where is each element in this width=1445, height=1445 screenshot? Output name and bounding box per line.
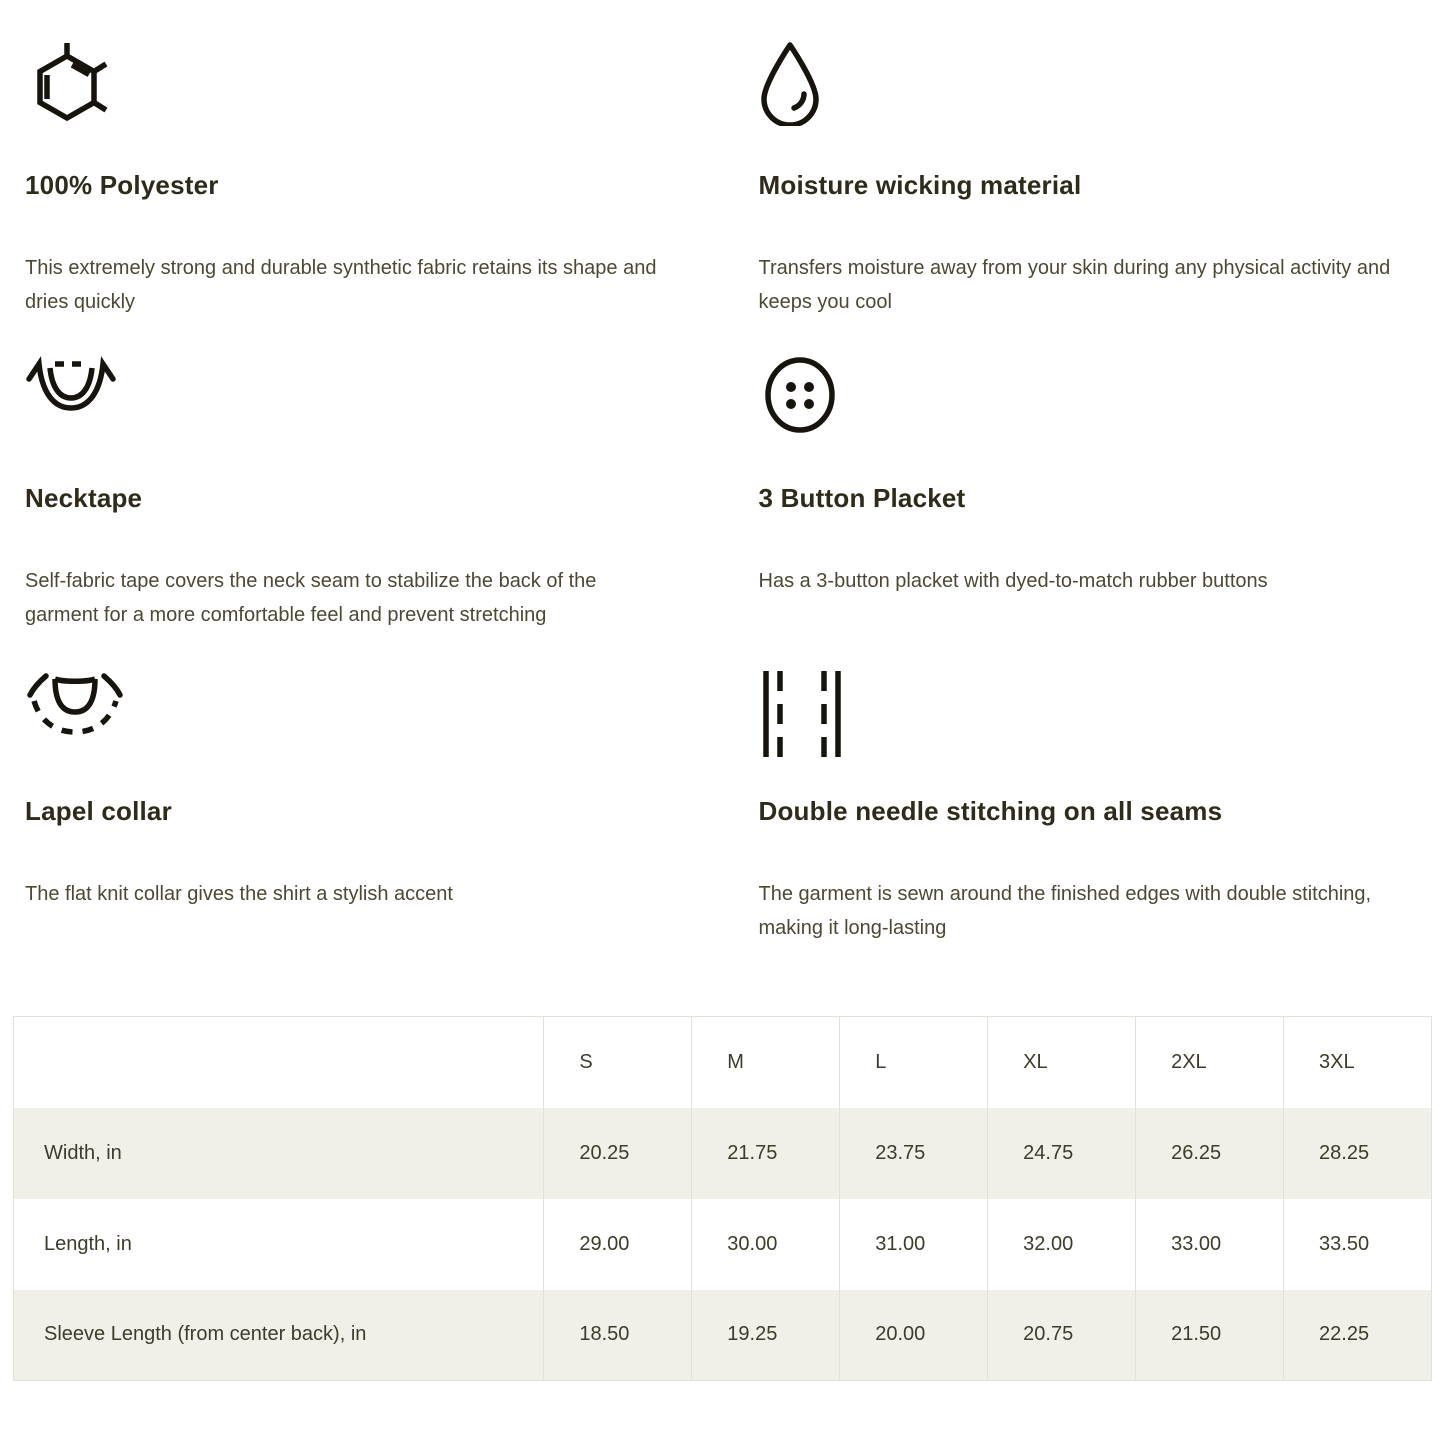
size-col-header: 2XL xyxy=(1136,1017,1284,1108)
feature-block-placket xyxy=(759,355,1408,632)
size-cell: 29.00 xyxy=(544,1199,692,1290)
feature-description: Self-fabric tape covers the neck seam to stabilize the back of the garment for a more comfortable feel and prevent stretching xyxy=(25,570,597,626)
size-cell: 33.00 xyxy=(1136,1199,1284,1290)
size-cell: 24.75 xyxy=(988,1108,1136,1199)
size-col-header: S xyxy=(544,1017,692,1108)
size-cell: 23.75 xyxy=(840,1108,988,1199)
necktape-collar-icon xyxy=(25,355,117,419)
size-guide-section xyxy=(13,1016,1432,1381)
table-row-sleeve-length xyxy=(14,1290,1432,1381)
size-cell: 20.75 xyxy=(988,1290,1136,1381)
size-table-header-row xyxy=(14,1017,1432,1108)
size-cell: 21.50 xyxy=(1136,1290,1284,1381)
size-cell: 21.75 xyxy=(692,1108,840,1199)
size-cell: 32.00 xyxy=(988,1199,1136,1290)
feature-block-lapel xyxy=(25,668,674,945)
feature-title: Necktape xyxy=(25,483,143,513)
feature-description: Has a 3-button placket with dyed-to-match rubber buttons xyxy=(758,570,1268,592)
feature-description: The flat knit collar gives the shirt a stylish accent xyxy=(25,883,453,905)
feature-description: The garment is sewn around the finished edges with double stitching, making it long-lasting xyxy=(758,883,1372,939)
size-row-label: Length, in xyxy=(44,1232,132,1255)
feature-title: 100% Polyester xyxy=(25,170,219,200)
size-cell: 26.25 xyxy=(1136,1108,1284,1199)
size-table xyxy=(13,1016,1432,1381)
size-col-header: XL xyxy=(988,1017,1136,1108)
table-row-width xyxy=(14,1108,1432,1199)
polymer-molecule-icon xyxy=(25,42,109,126)
size-cell: 31.00 xyxy=(840,1199,988,1290)
size-row-label: Sleeve Length (from center back), in xyxy=(44,1323,367,1346)
feature-title: Lapel collar xyxy=(25,796,172,826)
feature-description: Transfers moisture away from your skin during any physical activity and keeps you cool xyxy=(758,257,1391,313)
size-col-header: L xyxy=(840,1017,988,1108)
size-cell: 22.25 xyxy=(1284,1290,1432,1381)
size-cell: 20.25 xyxy=(544,1108,692,1199)
size-col-header-empty xyxy=(14,1017,544,1108)
feature-title: Double needle stitching on all seams xyxy=(758,796,1223,826)
size-col-header: 3XL xyxy=(1284,1017,1432,1108)
double-stitch-icon xyxy=(759,668,845,760)
size-cell: 33.50 xyxy=(1284,1199,1432,1290)
size-row-label: Width, in xyxy=(44,1141,122,1164)
feature-title: Moisture wicking material xyxy=(758,170,1082,200)
size-cell: 19.25 xyxy=(692,1290,840,1381)
size-cell: 20.00 xyxy=(840,1290,988,1381)
feature-description: This extremely strong and durable synthetic fabric retains its shape and dries quickly xyxy=(25,257,657,313)
lapel-collar-icon xyxy=(25,668,125,746)
feature-block-necktape xyxy=(25,355,674,632)
size-col-header: M xyxy=(692,1017,840,1108)
feature-title: 3 Button Placket xyxy=(758,483,966,513)
feature-block-stitching xyxy=(759,668,1408,945)
feature-block-polyester xyxy=(25,42,674,319)
feature-block-moisture xyxy=(759,42,1408,319)
size-cell: 28.25 xyxy=(1284,1108,1432,1199)
table-row-length xyxy=(14,1199,1432,1290)
water-droplet-icon xyxy=(759,42,821,126)
size-cell: 30.00 xyxy=(692,1199,840,1290)
shirt-button-icon xyxy=(759,355,841,435)
size-cell: 18.50 xyxy=(544,1290,692,1381)
